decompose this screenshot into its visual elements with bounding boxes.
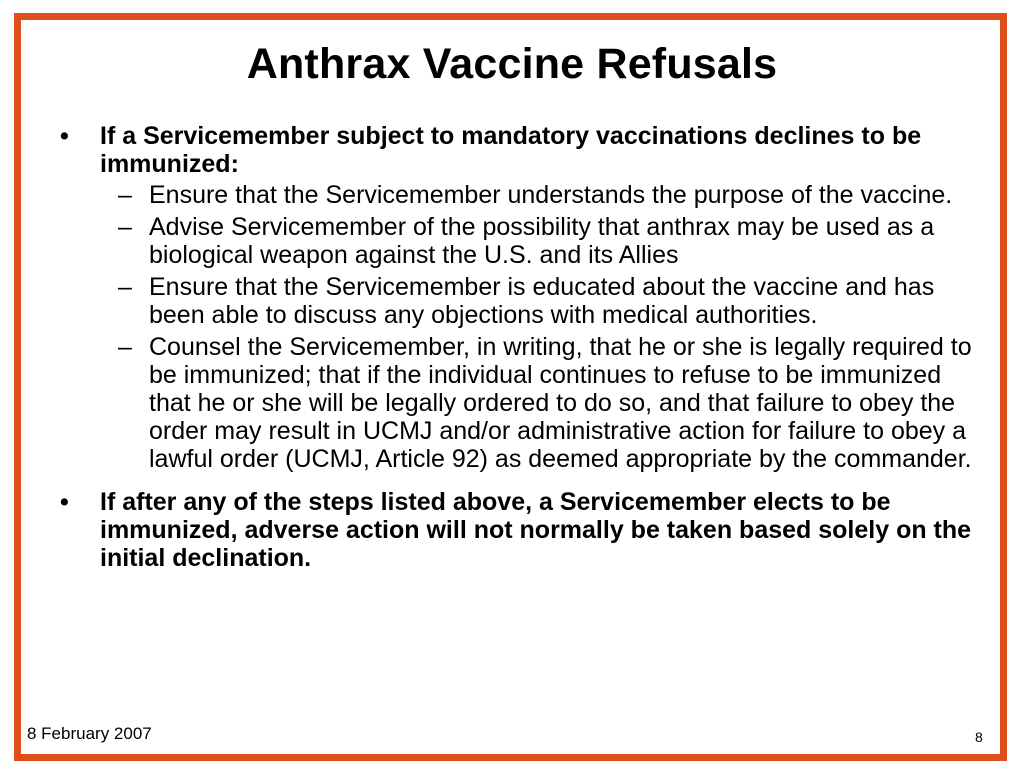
page-number: 8 [975, 729, 983, 745]
sub-item-3 [104, 273, 978, 329]
bullet-item-1 [58, 122, 978, 473]
bullet-text: If a Servicemember subject to mandatory vaccinations declines to be immunized: [100, 122, 922, 178]
dash-marker: – [118, 181, 132, 209]
sub-item-text: Counsel the Servicemember, in writing, that he or she is legally required to be immunized; that if the individual continues to refuse to be immunized that he or she will be legally ordered to do so, and that failure to obey the order may result in UCMJ and/or administrative action for failure to obey a lawful order (UCMJ, Article 92) as deemed appropriate by the commander. [149, 333, 972, 473]
sub-item-text: Ensure that the Servicemember understands the purpose of the vaccine. [149, 181, 953, 209]
sub-item-text: Advise Servicemember of the possibility that anthrax may be used as a biological weapon against the U.S. and its Allies [149, 213, 935, 269]
sub-item-1 [104, 181, 978, 209]
sub-item-text: Ensure that the Servicemember is educated about the vaccine and has been able to discuss any objections with medical authorities. [149, 273, 935, 329]
slide-title: Anthrax Vaccine Refusals [246, 40, 778, 88]
bullet-marker: • [60, 488, 69, 516]
sub-item-4 [104, 333, 978, 473]
sub-list [104, 181, 978, 473]
bullet-item-2 [58, 488, 978, 572]
slide-content [58, 122, 978, 572]
dash-marker: – [118, 213, 132, 241]
footer-date: 8 February 2007 [27, 724, 152, 743]
dash-marker: – [118, 273, 132, 301]
dash-marker: – [118, 333, 132, 361]
bullet-text: If after any of the steps listed above, a Servicemember elects to be immunized, adverse action will not normally be taken based solely on the initial declination. [100, 488, 972, 572]
bullet-marker: • [60, 122, 69, 150]
sub-item-2 [104, 213, 978, 269]
